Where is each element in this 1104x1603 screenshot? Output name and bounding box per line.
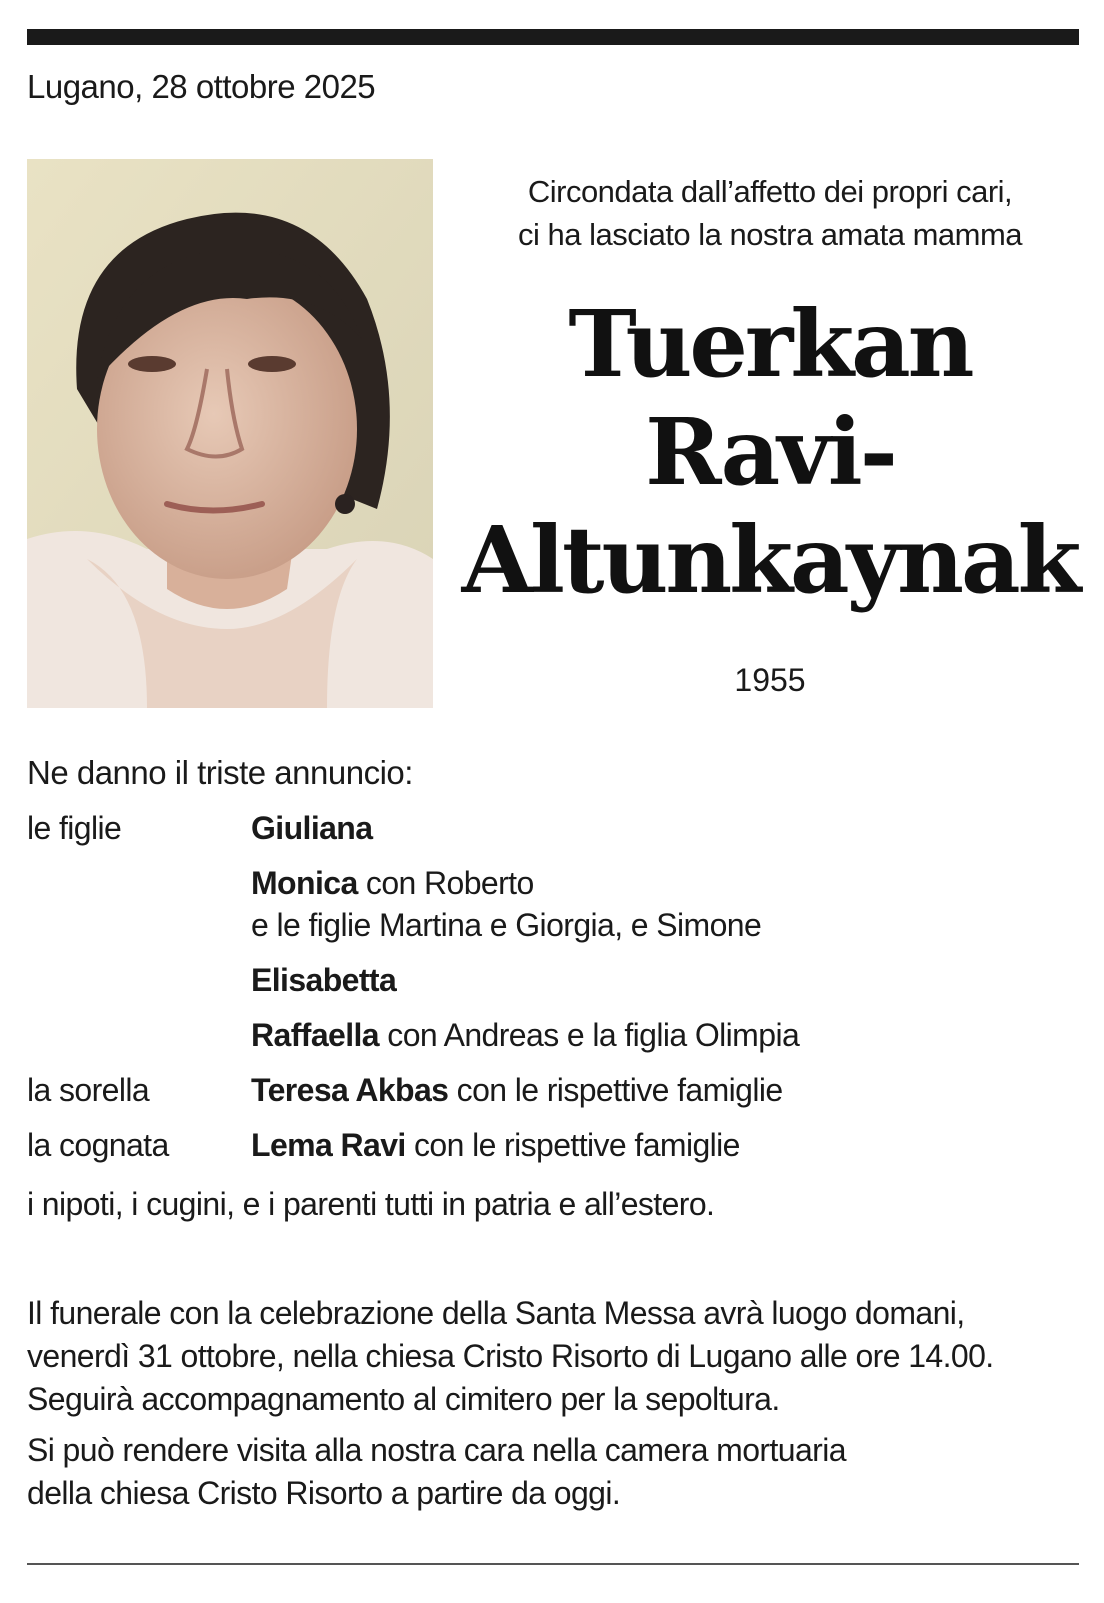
relation-label: la cognata xyxy=(27,1127,169,1163)
relative-detail: con le rispettive famiglie xyxy=(448,1072,783,1108)
visit-line: della chiesa Cristo Risorto a partire da oggi. xyxy=(27,1475,621,1511)
relative-row xyxy=(27,1014,1087,1056)
relative-detail: e le figlie Martina e Giorgia, e Simone xyxy=(251,907,762,943)
funeral-line: venerdì 31 ottobre, nella chiesa Cristo Risorto di Lugano alle ore 14.00. xyxy=(27,1338,994,1374)
relation-label xyxy=(27,1014,251,1056)
name-line: Altunkaynak xyxy=(461,506,1079,614)
relative-detail: con Andreas e la figlia Olimpia xyxy=(379,1017,800,1053)
relative-row xyxy=(27,1124,1087,1166)
visit-info xyxy=(27,1429,1087,1515)
relative-name: Elisabetta xyxy=(251,962,397,998)
relatives-list xyxy=(27,807,1087,1179)
deceased-name xyxy=(450,290,1090,614)
relative-detail: con le rispettive famiglie xyxy=(405,1127,740,1163)
dateline: Lugano, 28 ottobre 2025 xyxy=(27,68,376,105)
relative-entry xyxy=(251,959,396,1001)
funeral-info xyxy=(27,1292,1087,1421)
relative-entry xyxy=(251,1014,799,1056)
relation-label: la sorella xyxy=(27,1072,150,1108)
relative-name: Raffaella xyxy=(251,1017,379,1053)
relative-name: Monica xyxy=(251,865,358,901)
top-rule xyxy=(27,29,1079,45)
name-line: Ravi- xyxy=(645,398,895,506)
relative-entry xyxy=(251,862,761,946)
closing-line: i nipoti, i cugini, e i parenti tutti in patria e all’estero. xyxy=(27,1186,715,1222)
relation-label xyxy=(27,959,251,1001)
relation-label: le figlie xyxy=(27,810,122,846)
relative-name: Teresa Akbas xyxy=(251,1072,449,1108)
intro-line: ci ha lasciato la nostra amata mamma xyxy=(517,217,1023,252)
bottom-rule xyxy=(27,1563,1079,1565)
intro-line: Circondata dall’affetto dei propri cari, xyxy=(527,174,1013,209)
birth-year: 1955 xyxy=(734,662,806,698)
relative-entry xyxy=(251,807,372,849)
portrait-photo xyxy=(27,159,433,708)
funeral-line: Il funerale con la celebrazione della Santa Messa avrà luogo domani, xyxy=(27,1295,965,1331)
funeral-line: Seguirà accompagnamento al cimitero per la sepoltura. xyxy=(27,1381,780,1417)
relative-detail: con Roberto xyxy=(357,865,534,901)
relation-label xyxy=(27,862,251,946)
intro-text xyxy=(460,170,1080,256)
relative-row xyxy=(27,862,1087,946)
relative-name: Lema Ravi xyxy=(251,1127,406,1163)
relative-row xyxy=(27,959,1087,1001)
relative-row xyxy=(27,807,1087,849)
visit-line: Si può rendere visita alla nostra cara nella camera mortuaria xyxy=(27,1432,846,1468)
relative-entry xyxy=(251,1124,740,1166)
relative-row xyxy=(27,1069,1087,1111)
relative-name: Giuliana xyxy=(251,810,373,846)
relative-entry xyxy=(251,1069,783,1111)
announcement-heading: Ne danno il triste annuncio: xyxy=(27,754,413,791)
name-line: Tuerkan xyxy=(568,290,972,398)
